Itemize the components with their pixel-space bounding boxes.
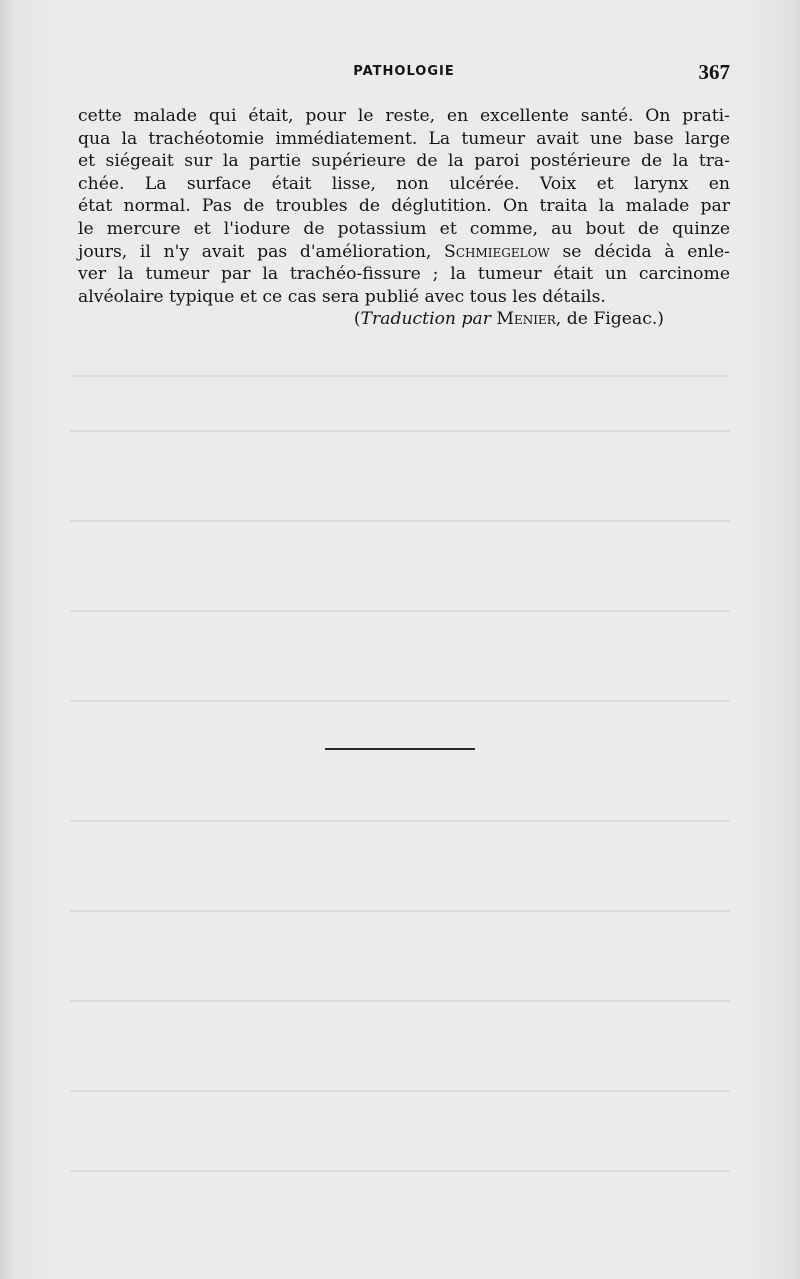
page-number: 367 xyxy=(698,60,730,84)
translation-label: Traduction par xyxy=(360,309,491,330)
page-header xyxy=(78,60,730,88)
bleed-through xyxy=(70,1000,730,1002)
credit-place: , de Figeac.) xyxy=(555,309,664,330)
credit-open-paren: ( xyxy=(353,309,361,330)
line-end: se décida à enle- xyxy=(562,241,730,262)
bleed-through xyxy=(70,700,730,702)
line-start: jours, il n'y avait pas d'amélioration, xyxy=(78,241,432,262)
bleed-through xyxy=(70,1090,730,1092)
text-line xyxy=(78,241,730,264)
bleed-through xyxy=(70,375,730,377)
bleed-through xyxy=(70,910,730,912)
bleed-through xyxy=(70,610,730,612)
text-line: alvéolaire typique et ce cas sera publié avec tous les détails. xyxy=(78,286,606,307)
text-line: qua la trachéotomie immédiatement. La tumeur avait une base large xyxy=(78,128,730,149)
bleed-through xyxy=(70,520,730,522)
text-line: état normal. Pas de troubles de déglutition. On traita la malade par xyxy=(78,196,730,217)
bleed-through xyxy=(70,820,730,822)
text-line: chée. La surface était lisse, non ulcérée. Voix et larynx en xyxy=(78,173,730,194)
bleed-through xyxy=(70,1170,730,1172)
running-head: PATHOLOGIE xyxy=(353,64,455,79)
text-line: le mercure et l'iodure de potassium et comme, au bout de quinze xyxy=(78,218,730,239)
text-line: ver la tumeur par la trachéo-fissure ; la tumeur était un carcinome xyxy=(78,264,730,285)
body-paragraph xyxy=(78,105,730,332)
bleed-through xyxy=(70,430,730,432)
section-divider xyxy=(325,748,475,750)
translation-credit xyxy=(78,308,730,332)
text-line: et siégeait sur la partie supérieure de la paroi postérieure de la tra- xyxy=(78,151,730,172)
translator-name: Menier xyxy=(496,309,556,330)
author-name: Schmiegelow xyxy=(444,241,550,262)
text-line: cette malade qui était, pour le reste, en excellente santé. On prati- xyxy=(78,106,730,126)
